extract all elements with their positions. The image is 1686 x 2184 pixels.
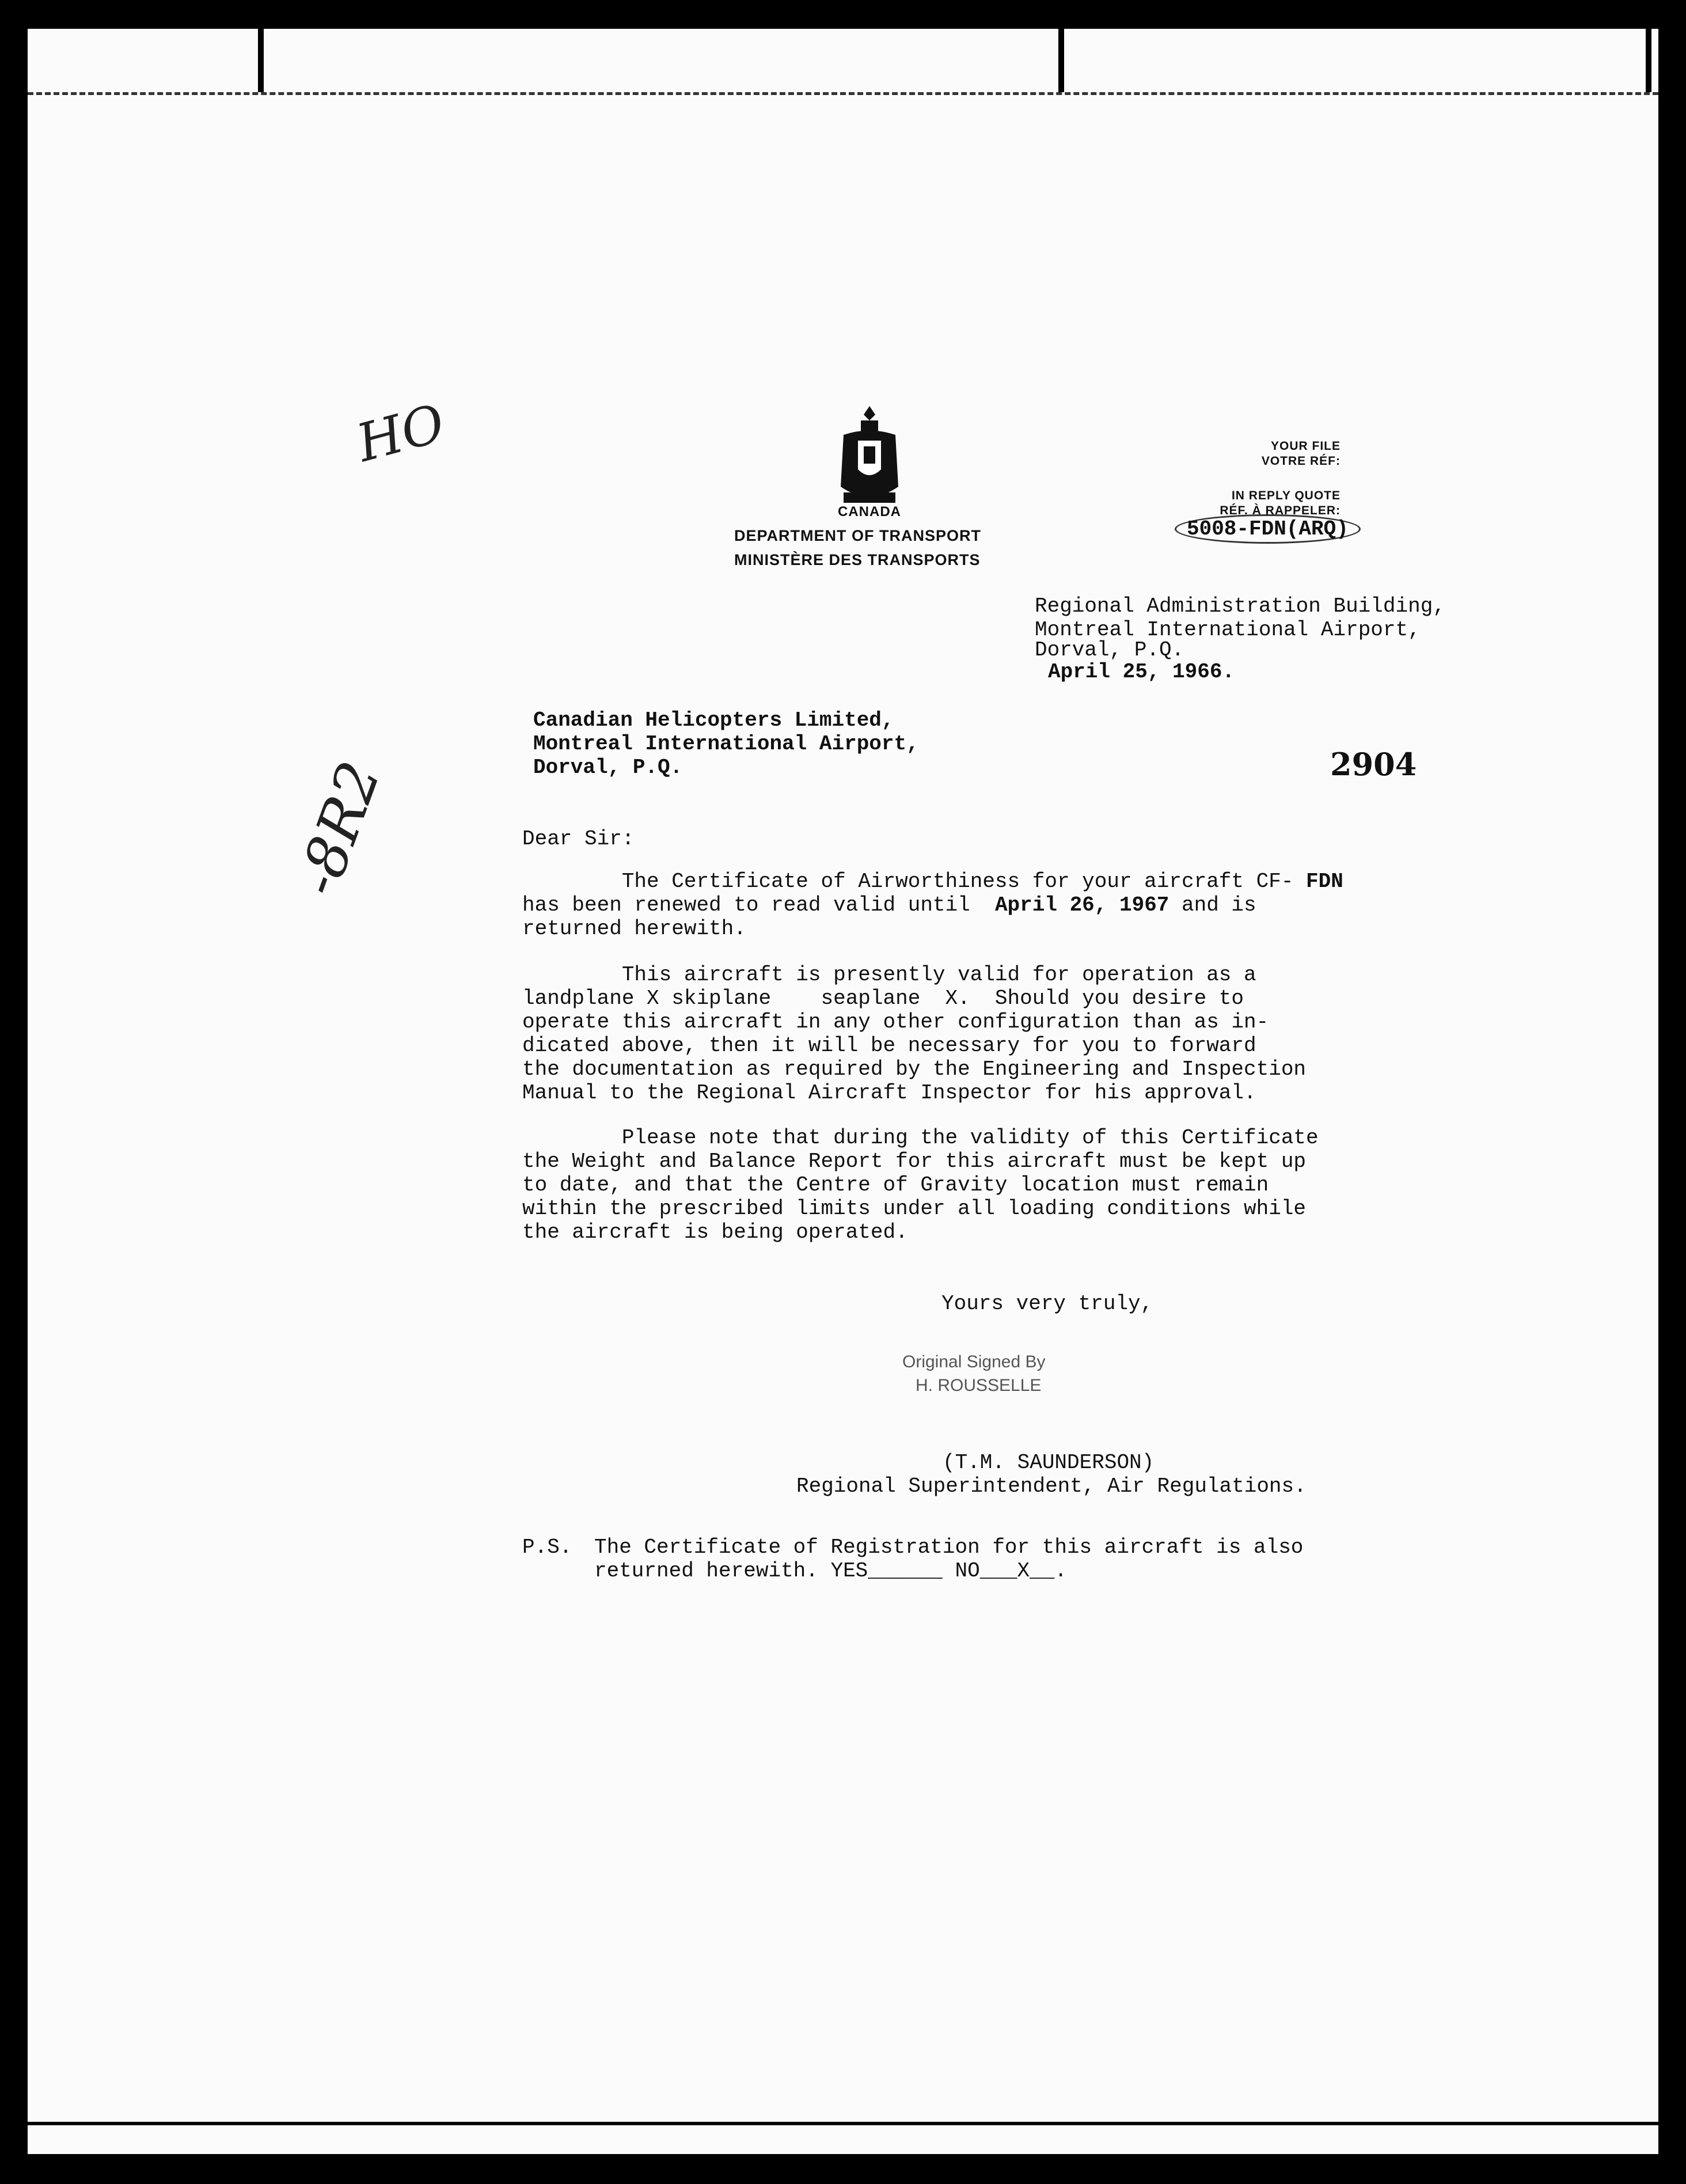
frame-tick [258, 29, 264, 92]
text-line: has been renewed to read valid until [522, 893, 970, 917]
text-line: The Certificate of Airworthiness for your aircraft CF- [522, 870, 1294, 893]
text-line: Please note that during the validity of this Certificate [522, 1126, 1319, 1150]
coat-of-arms-icon [832, 406, 907, 507]
reply-quote-fr: RÉF. À RAPPELER: [1220, 504, 1341, 517]
reply-quote-label [1220, 488, 1341, 518]
letter-date: April 25, 1966. [1048, 660, 1235, 684]
paragraph-1 [522, 870, 1343, 941]
signed-name-stamp: H. ROUSSELLE [916, 1376, 1042, 1395]
address-line: Montreal International Airport, [1035, 618, 1421, 642]
text-line: the Weight and Balance Report for this aircraft must be kept up [522, 1150, 1307, 1173]
text-line: the aircraft is being operated. [522, 1220, 908, 1244]
frame-divider [28, 92, 1658, 95]
aircraft-registration: FDN [1306, 870, 1343, 893]
text-line: operate this aircraft in any other configuration than as in- [522, 1010, 1269, 1034]
text-line: returned herewith. YES______ NO___X__. [594, 1559, 1067, 1583]
recipient-line: Canadian Helicopters Limited, [533, 708, 894, 732]
salutation: Dear Sir: [522, 827, 635, 851]
frame-tick [1058, 29, 1064, 92]
text-line: dicated above, then it will be necessary for you to forward [522, 1034, 1256, 1057]
text-line: the documentation as required by the Engineering and Inspection [522, 1057, 1307, 1081]
your-file-en: YOUR FILE [1270, 439, 1341, 453]
recipient-line: Dorval, P.Q. [533, 756, 683, 779]
reply-quote-en: IN REPLY QUOTE [1231, 489, 1341, 502]
text-line: The Certificate of Registration for this aircraft is also [594, 1535, 1304, 1559]
postscript-label: P.S. [522, 1535, 572, 1559]
reference-number-text: 5008-FDN(ARQ) [1175, 514, 1361, 544]
letterhead-department-en: DEPARTMENT OF TRANSPORT [734, 527, 981, 544]
paragraph-2 [522, 963, 1306, 1105]
frame-tick [1646, 29, 1651, 92]
letterhead-country: CANADA [838, 504, 901, 520]
address-line: Regional Administration Building, [1035, 594, 1445, 618]
handwritten-margin-note: -8R2 [283, 753, 394, 904]
signatory-title: Regional Superintendent, Air Regulations. [796, 1474, 1307, 1498]
text-line: landplane X skiplane seaplane X. Should you desire to [522, 987, 1244, 1010]
sender-address [1035, 594, 1445, 642]
text-line: Manual to the Regional Aircraft Inspector for his approval. [522, 1081, 1256, 1105]
paragraph-3 [522, 1126, 1319, 1244]
handwritten-note: HO [351, 393, 451, 474]
letterhead-department-fr: MINISTÈRE DES TRANSPORTS [734, 551, 981, 568]
signed-by-stamp: Original Signed By [902, 1352, 1046, 1371]
postscript [594, 1535, 1303, 1583]
text-line: This aircraft is presently valid for operation as a [522, 963, 1256, 987]
stamp-number: 2904 [1330, 746, 1417, 783]
expiry-date: April 26, 1967 [994, 893, 1169, 917]
frame-divider [28, 2122, 1658, 2125]
recipient-line: Montreal International Airport, [533, 732, 919, 756]
text-line: and is [1169, 893, 1256, 917]
text-line: returned herewith. [522, 917, 746, 941]
text-line: to date, and that the Centre of Gravity location must remain [522, 1173, 1269, 1197]
closing: Yours very truly, [941, 1292, 1153, 1315]
recipient-address [533, 708, 919, 779]
your-file-fr: VOTRE RÉF: [1261, 454, 1341, 468]
address-line: Dorval, P.Q. [1035, 638, 1184, 662]
reference-number [1175, 517, 1361, 541]
text-line: within the prescribed limits under all loading conditions while [522, 1197, 1307, 1220]
signatory-name: (T.M. SAUNDERSON) [943, 1451, 1155, 1474]
your-file-label [1262, 439, 1341, 469]
